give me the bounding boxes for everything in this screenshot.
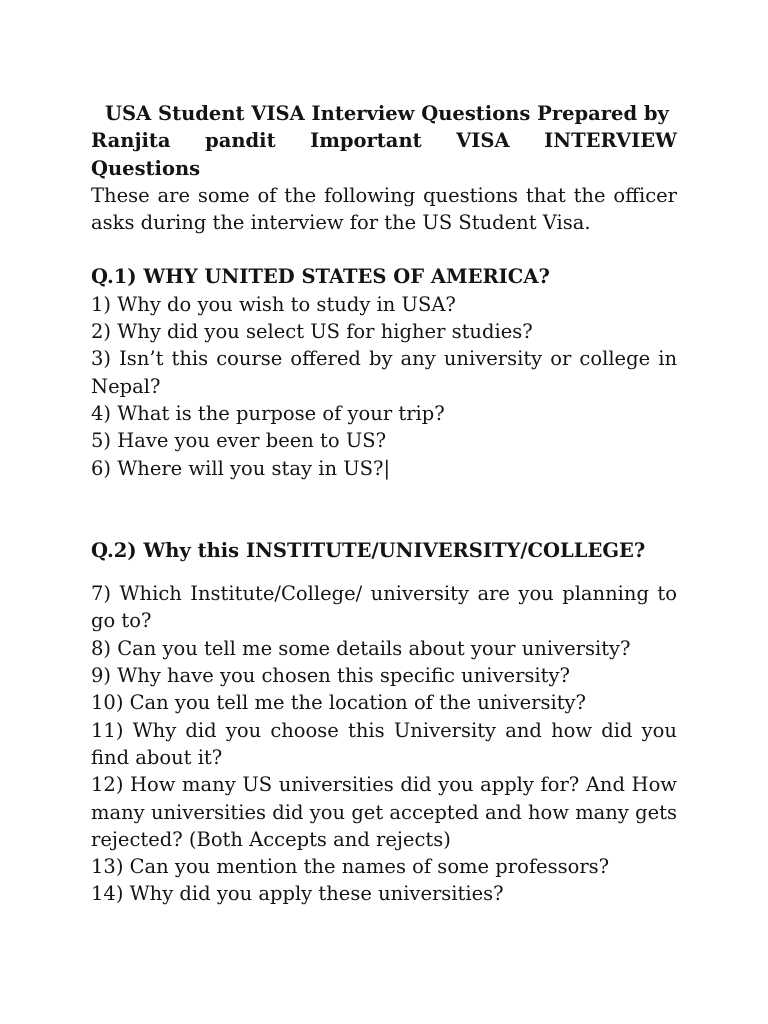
section-heading-q2: Q.2) Why this INSTITUTE/UNIVERSITY/COLLEGE? — [91, 538, 646, 562]
question-item: 12) How many US universities did you apply for? And How many universities did you get accepted and how many gets rejected? (Both Accepts and rejects) — [91, 773, 677, 851]
question-item: 10) Can you tell me the location of the university? — [91, 691, 587, 715]
question-item: 8) Can you tell me some details about your university? — [91, 636, 631, 660]
question-item: 13) Can you mention the names of some professors? — [91, 855, 610, 879]
question-item: 3) Isn’t this course offered by any university or college in Nepal? — [91, 347, 677, 398]
question-item: 5) Have you ever been to US? — [91, 429, 387, 453]
document-title-line-2: Ranjita pandit Important VISA INTERVIEW Questions — [91, 129, 677, 180]
intro-paragraph: These are some of the following questions that the officer asks during the interview for the US Student Visa. — [91, 183, 677, 235]
section-heading-q1: Q.1) WHY UNITED STATES OF AMERICA? — [91, 265, 550, 289]
document-title-continued — [91, 127, 677, 182]
question-list-q2 — [91, 580, 677, 908]
question-item: 14) Why did you apply these universities? — [91, 882, 504, 906]
document-title — [91, 100, 677, 127]
question-item: 6) Where will you stay in US?| — [91, 456, 391, 480]
question-item: 11) Why did you choose this University and how did you find about it? — [91, 718, 677, 769]
question-item: 1) Why do you wish to study in USA? — [91, 292, 456, 316]
question-list-q1 — [91, 291, 677, 482]
question-item: 4) What is the purpose of your trip? — [91, 401, 445, 425]
question-item: 7) Which Institute/College/ university are you planning to go to? — [91, 582, 677, 633]
question-item: 9) Why have you chosen this specific university? — [91, 664, 570, 688]
question-item: 2) Why did you select US for higher studies? — [91, 320, 533, 344]
document-title-line-1: USA Student VISA Interview Questions Prepared by — [105, 102, 669, 125]
